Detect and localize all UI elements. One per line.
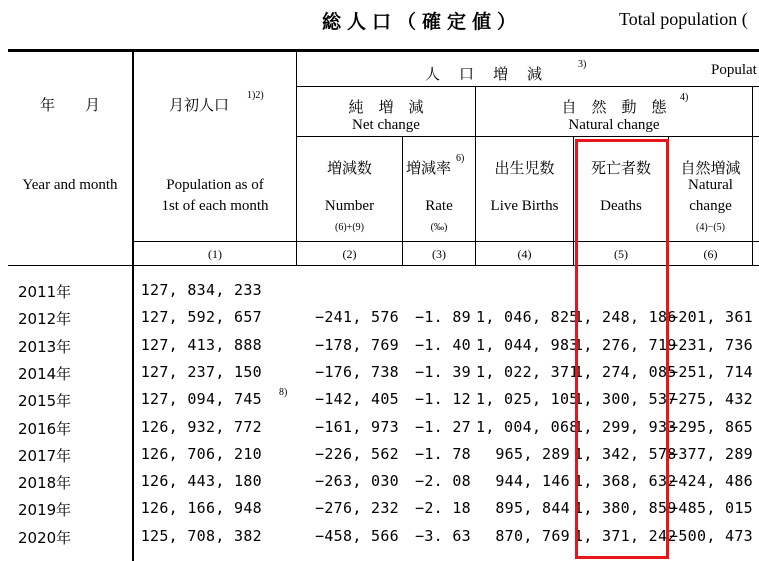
- cell-births: 1, 046, 825: [476, 308, 579, 327]
- title-en: Total population (: [619, 9, 748, 29]
- deaths-en: Deaths: [600, 198, 642, 214]
- cell-rate: −1. 89: [415, 308, 471, 327]
- natural-group-note: 4): [680, 92, 689, 103]
- cell-number: −176, 738: [315, 362, 399, 381]
- cell-rate: −1. 39: [415, 362, 471, 381]
- cell-population: 127, 237, 150: [140, 362, 262, 381]
- cell-rate: −2. 18: [415, 499, 471, 518]
- subgroup-rule: [297, 136, 759, 137]
- population-en-2: 1st of each month: [161, 198, 269, 214]
- change-group-jp: 人 口 増 減: [425, 65, 545, 83]
- cell-number: −458, 566: [315, 526, 399, 545]
- natchange-formula: (4)−(5): [696, 222, 725, 233]
- cell-births: 965, 289: [495, 444, 570, 463]
- cell-number: −226, 562: [315, 444, 399, 463]
- cell-year: 2013年: [18, 337, 72, 356]
- cell-population: 127, 094, 745: [140, 390, 262, 409]
- natchange-en-2: change: [689, 198, 732, 214]
- cell-number: −276, 232: [315, 499, 399, 518]
- cell-year: 2012年: [18, 310, 72, 329]
- natchange-en-1: Natural: [688, 177, 733, 193]
- cell-number: −161, 973: [315, 417, 399, 436]
- cell-year: 2014年: [18, 364, 72, 383]
- cell-population: 126, 932, 772: [140, 417, 262, 436]
- cell-births: 870, 769: [495, 526, 570, 545]
- deaths-col: (5): [614, 247, 628, 261]
- natural-group-en: Natural change: [568, 117, 660, 133]
- cell-population: 126, 166, 948: [140, 499, 262, 518]
- title-jp: 総人口（確定値）: [322, 11, 523, 33]
- cell-deaths: 1, 380, 859: [574, 499, 677, 518]
- number-en: Number: [324, 198, 375, 214]
- cell-population: 127, 592, 657: [140, 308, 262, 327]
- population-jp: 月初人口: [169, 96, 230, 114]
- cell-deaths: 1, 274, 085: [574, 362, 677, 381]
- cell-number: −178, 769: [315, 335, 399, 354]
- cell-deaths: 1, 248, 186: [574, 308, 677, 327]
- cell-number: −142, 405: [315, 390, 399, 409]
- top-rule: [8, 49, 759, 52]
- cell-year: 2020年: [18, 528, 72, 547]
- natural-group-jp: 自 然 動 態: [561, 98, 667, 116]
- cell-births: 1, 025, 105: [476, 390, 579, 409]
- cell-births: 1, 044, 983: [476, 335, 579, 354]
- births-col: (4): [517, 247, 532, 261]
- cell-natural: −231, 736: [669, 335, 753, 354]
- cell-natural: −295, 865: [669, 417, 753, 436]
- cell-births: 1, 004, 068: [476, 417, 579, 436]
- cell-year: 2016年: [18, 419, 72, 438]
- net-jp: 純 増 減: [348, 98, 424, 116]
- cell-year: 2019年: [18, 501, 72, 520]
- cell-population: 126, 443, 180: [140, 472, 262, 491]
- cell-rate: −1. 40: [415, 335, 471, 354]
- cell-births: 1, 022, 371: [476, 362, 579, 381]
- cell-population: 126, 706, 210: [140, 444, 262, 463]
- net-en: Net change: [352, 117, 420, 133]
- cell-number: −241, 576: [315, 308, 399, 327]
- rate-note: 6): [456, 153, 465, 164]
- cell-natural: −201, 361: [669, 308, 753, 327]
- cell-rate: −1. 78: [415, 444, 471, 463]
- population-note: 1)2): [247, 90, 264, 101]
- rate-jp: 増減率: [406, 159, 452, 177]
- rate-col: (3): [432, 247, 446, 261]
- year-month-en: Year and month: [22, 177, 118, 193]
- cell-deaths: 1, 371, 242: [574, 526, 677, 545]
- births-jp: 出生児数: [494, 159, 555, 177]
- cell-natural: −377, 289: [669, 444, 753, 463]
- cell-rate: −1. 12: [415, 390, 471, 409]
- vrule-7: [752, 86, 753, 266]
- cell-year: 2015年: [18, 392, 72, 411]
- change-group-en: Populat: [711, 62, 757, 78]
- row-note: 8): [279, 387, 288, 399]
- cell-deaths: 1, 300, 537: [574, 390, 677, 409]
- population-col: (1): [208, 247, 222, 261]
- cell-rate: −3. 63: [415, 526, 471, 545]
- cell-rate: −1. 27: [415, 417, 471, 436]
- cell-population: 127, 834, 233: [140, 281, 262, 299]
- cell-births: 944, 146: [495, 472, 570, 491]
- cell-deaths: 1, 276, 719: [574, 335, 677, 354]
- cell-natural: −424, 486: [669, 472, 753, 491]
- cell-population: 127, 413, 888: [140, 335, 262, 354]
- number-col: (2): [342, 247, 357, 261]
- number-formula: (6)+(9): [335, 222, 364, 233]
- rate-unit: (‰): [430, 222, 448, 233]
- cell-births: 895, 844: [495, 499, 570, 518]
- cell-year: 2017年: [18, 446, 72, 465]
- cell-natural: −275, 432: [669, 390, 753, 409]
- cell-year: 2018年: [18, 474, 72, 493]
- cell-natural: −500, 473: [669, 526, 753, 545]
- cell-population: 125, 708, 382: [140, 526, 262, 545]
- cell-rate: −2. 08: [415, 472, 471, 491]
- rate-en: Rate: [425, 198, 453, 214]
- natchange-jp: 自然増減: [680, 159, 741, 177]
- cell-deaths: 1, 342, 578: [574, 444, 677, 463]
- cell-natural: −485, 015: [669, 499, 753, 518]
- cell-year: 2011年: [18, 283, 72, 301]
- cell-number: −263, 030: [315, 472, 399, 491]
- births-en: Live Births: [490, 198, 559, 214]
- cell-deaths: 1, 299, 933: [574, 417, 677, 436]
- deaths-jp: 死亡者数: [590, 159, 651, 177]
- natchange-col: (6): [703, 247, 718, 261]
- deaths-highlight-box: [574, 139, 677, 559]
- year-month-jp: 年 月: [39, 96, 100, 114]
- group-rule: [297, 86, 759, 87]
- cell-natural: −251, 714: [669, 362, 753, 381]
- cell-deaths: 1, 368, 632: [574, 472, 677, 491]
- change-group-note: 3): [578, 59, 587, 70]
- number-jp: 増減数: [326, 159, 372, 177]
- population-en-1: Population as of: [166, 177, 264, 193]
